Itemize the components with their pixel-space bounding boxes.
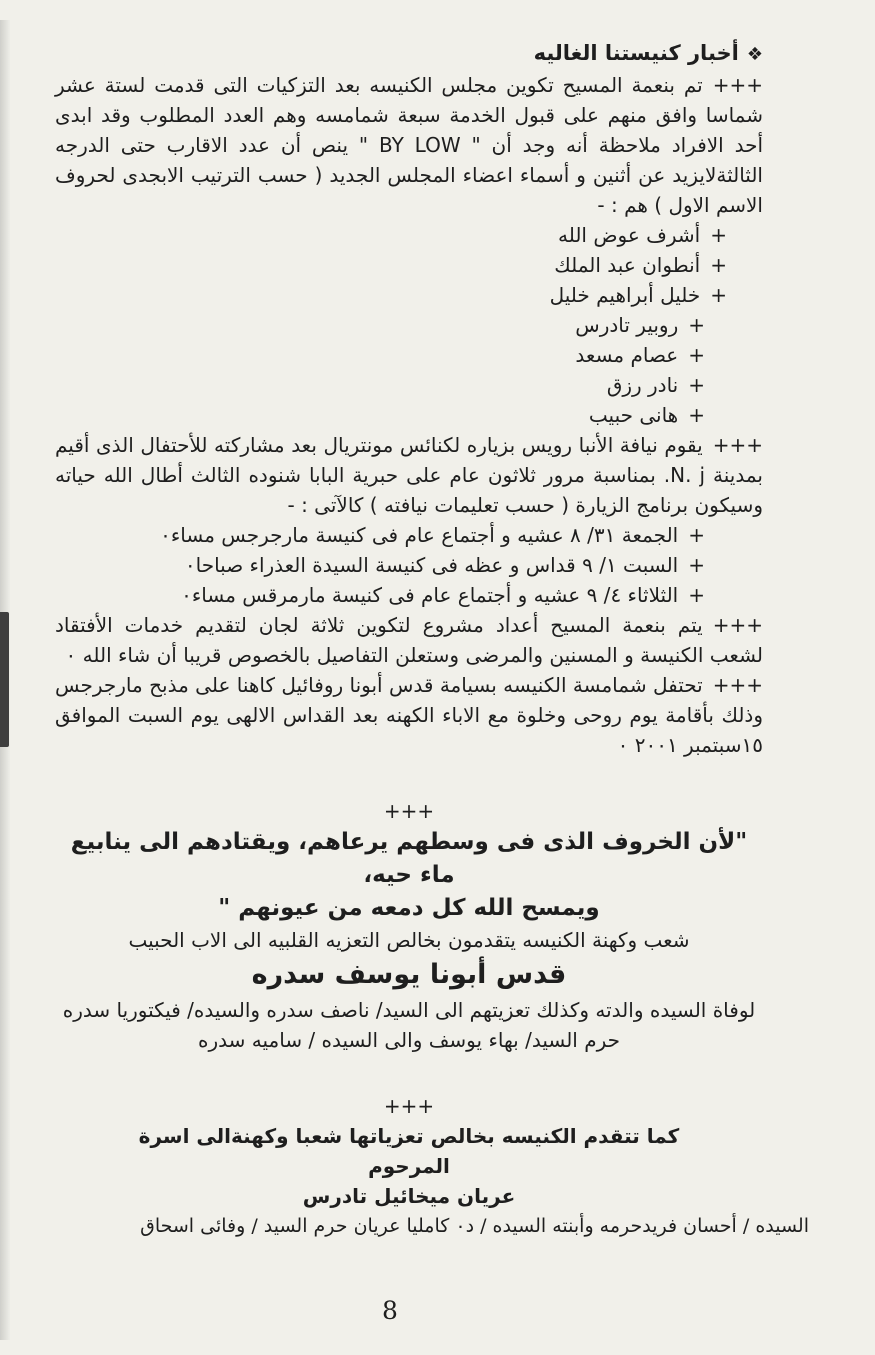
schedule-entry: الثلاثاء ٤/ ٩ عشيه و أجتماع عام فى كنيسة مارمرقس مساء٠ — [181, 583, 679, 607]
condolence-line-1: كما تتقدم الكنيسه بخالص تعزياتها شعبا وكهنةالى اسرة — [138, 1124, 680, 1148]
member-name: أنطوان عبد الملك — [554, 253, 701, 277]
condolence-details-2: حرم السيد/ بهاء يوسف والى السيده / ساميه سدره — [198, 1028, 620, 1052]
list-item — [55, 550, 763, 580]
council-members-list — [55, 220, 763, 430]
deceased-name: عريان ميخائيل تادرس — [302, 1184, 516, 1208]
celebration-paragraph — [55, 670, 763, 760]
spacer — [55, 760, 763, 796]
plus-bullet-icon: + — [688, 583, 705, 607]
spacer — [55, 1055, 763, 1091]
binder-mark — [0, 612, 9, 747]
diamond-bullet-icon: ❖ — [746, 44, 763, 65]
item-marker: +++ — [712, 613, 763, 637]
list-item — [55, 580, 763, 610]
family-names: السيده / أحسان فريدحرمه وأبنته السيده / د٠ كامليا عريان حرم السيد / وفائى اسحاق — [140, 1215, 809, 1237]
condolence-intro: شعب وكهنة الكنيسه يتقدمون بخالص التعزيه القلبيه الى الاب الحبيب — [128, 928, 690, 952]
schedule-entry: الجمعة ٣١/ ٨ عشيه و أجتماع عام فى كنيسة مارجرجس مساء٠ — [160, 523, 679, 547]
item-marker: +++ — [712, 73, 763, 97]
list-item — [55, 400, 763, 430]
list-item — [55, 520, 763, 550]
list-item — [55, 220, 763, 250]
member-name: نادر رزق — [606, 373, 679, 397]
member-name: عصام مسعد — [575, 343, 679, 367]
item-marker: +++ — [712, 673, 763, 697]
committees-paragraph — [55, 610, 763, 670]
visit-text: يقوم نيافة الأنبا رويس بزياره لكنائس مونتريال بعد مشاركته للأحتفال الذى أقيم بمدينة N. j. بمناسبة مرور ثلاثون عام على حبرية البابا شنوده الثالث أطال الله حياته وسيكون برنامج الزيارة ( حسب تعليمات نيافته ) كالآتى : - — [55, 433, 763, 517]
plus-bullet-icon: + — [688, 523, 705, 547]
plus-bullet-icon: + — [710, 223, 727, 247]
plus-bullet-icon: + — [688, 403, 705, 427]
item-marker: +++ — [712, 433, 763, 457]
member-name: أشرف عوض الله — [557, 223, 701, 247]
list-item — [55, 250, 763, 280]
visit-schedule-list — [55, 520, 763, 610]
condolence-line-2: المرحوم — [368, 1154, 450, 1178]
schedule-entry: السبت ١/ ٩ قداس و عظه فى كنيسة السيدة العذراء صباحا٠ — [184, 553, 679, 577]
member-name: روبير تادرس — [575, 313, 679, 337]
plus-bullet-icon: + — [688, 343, 705, 367]
condolence-block-2 — [55, 1091, 763, 1211]
plus-bullet-icon: + — [688, 313, 705, 337]
visit-paragraph — [55, 430, 763, 520]
separator: +++ — [383, 799, 435, 823]
plus-bullet-icon: + — [688, 373, 705, 397]
plus-bullet-icon: + — [688, 553, 705, 577]
list-item — [55, 280, 763, 310]
list-item — [55, 370, 763, 400]
page-number: 8 — [382, 1296, 398, 1325]
plus-bullet-icon: + — [710, 283, 727, 307]
news-section — [55, 38, 809, 1241]
celebration-text: تحتفل شمامسة الكنيسه بسيامة قدس أبونا روفائيل كاهنا على مذبح مارجرجس وذلك بأقامة يوم روحى وخلوة مع الاباء الكهنه بعد القداس الالهى يوم السبت الموافق ١٥سبتمبر ٢٠٠١ ٠ — [55, 673, 763, 757]
verse-line-1: "لأن الخروف الذى فى وسطهم يرعاهم، ويقتادهم الى ينابيع ماء حيه، — [70, 829, 748, 888]
committees-text: يتم بنعمة المسيح أعداد مشروع لتكوين ثلاثة لجان لتقديم خدمات الأفتقاد لشعب الكنيسة و المسنين والمرضى وستعلن التفاصيل بالخصوص قريبا أن شاء الله ٠ — [55, 613, 763, 667]
council-paragraph — [55, 70, 763, 220]
list-item — [55, 310, 763, 340]
section-heading — [55, 38, 763, 70]
section-heading-text: أخبار كنيستنا الغاليه — [533, 41, 739, 65]
member-name: هانى حبيب — [588, 403, 679, 427]
council-text: تم بنعمة المسيح تكوين مجلس الكنيسه بعد التزكيات التى قدمت لستة عشر شماسا وافق منهم على قبول الخدمة سبعة شمامسه وهم العدد المطلوب وقد ابدى أحد الافراد ملاحظة أنه وجد أن " BY LOW " ينص أن عدد الاقارب حتى الدرجه الثالثةلايزيد عن أثنين و أسماء اعضاء المجلس الجديد ( حسب الترتيب الابجدى لحروف الاسم الاول ) هم : - — [55, 73, 763, 217]
separator: +++ — [383, 1094, 435, 1118]
condolence-block-1 — [55, 796, 763, 1055]
list-item — [55, 340, 763, 370]
condolence-details-1: لوفاة السيده والدته وكذلك تعزيتهم الى السيد/ ناصف سدره والسيده/ فيكتوريا سدره — [62, 998, 756, 1022]
plus-bullet-icon: + — [710, 253, 727, 277]
verse-line-2: ويمسح الله كل دمعه من عيونهم " — [218, 895, 600, 921]
priest-name: قدس أبونا يوسف سدره — [251, 959, 567, 990]
member-name: خليل أبراهيم خليل — [549, 283, 701, 307]
